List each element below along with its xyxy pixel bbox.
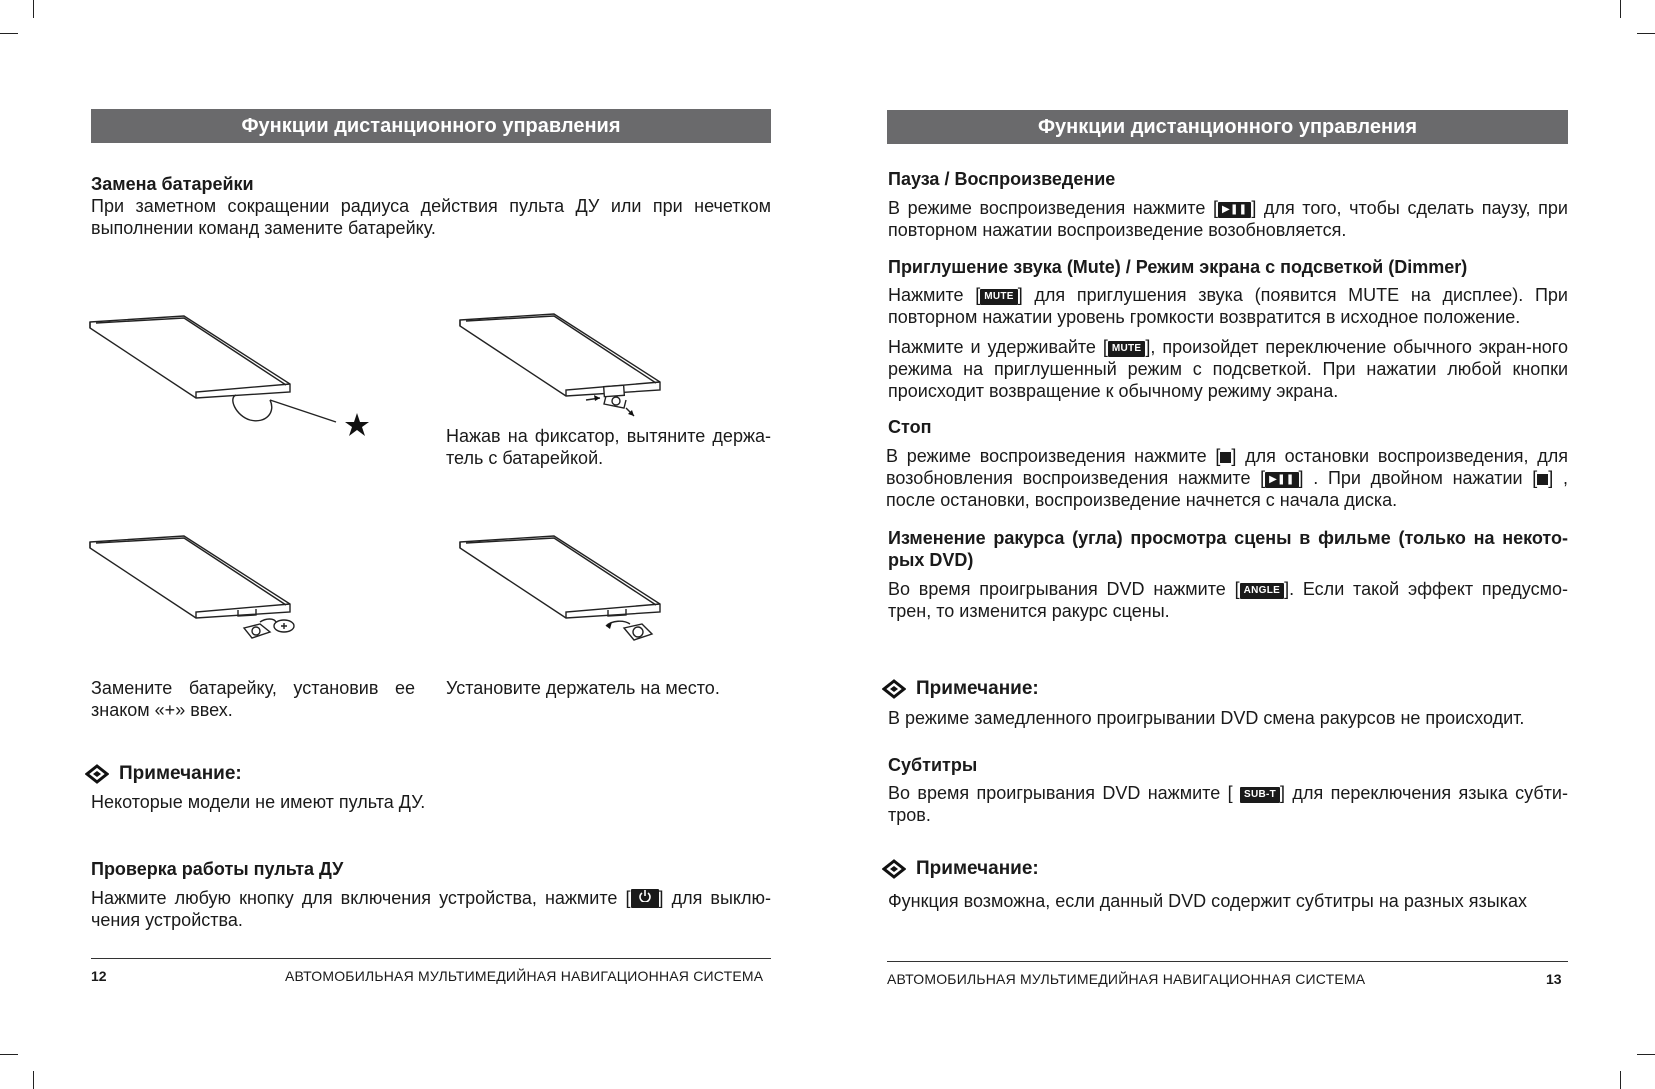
stop-key-icon — [1537, 474, 1548, 485]
note-heading — [882, 678, 1039, 700]
page-number: 12 — [91, 968, 107, 984]
pause-text — [888, 197, 1568, 241]
power-key-icon — [631, 889, 659, 908]
stop-text — [886, 445, 1568, 511]
note-label: Примечание: — [119, 763, 242, 784]
subtitles-text — [888, 782, 1568, 826]
page-header-banner: Функции дистанционного управления — [91, 109, 771, 143]
page-number: 13 — [1546, 971, 1562, 987]
mute-text-2 — [888, 336, 1568, 402]
mute-text-2b: ], произойдет переключение обычного экран-ного режима на приглушенный режим с подсветкой. При нажатии любой кнопки происходит возвращение к обычному режиму экрана. — [888, 337, 1568, 401]
note-heading — [85, 763, 242, 785]
note-heading — [882, 858, 1039, 880]
remote-pull-holder-illustration — [458, 308, 668, 418]
stop-text-d: ] , после остановки, воспроизведение начнется с начала диска. — [886, 468, 1568, 510]
subtitles-title: Субтитры — [888, 755, 978, 775]
mute-text-1 — [888, 284, 1568, 328]
footer-rule — [887, 961, 1568, 962]
subtitle-key-icon: SUB-T — [1240, 787, 1280, 803]
angle-text-b: ]. Если такой эффект предусмо-трен, то изменится ракурс сцены. — [888, 579, 1568, 621]
right-page — [828, 0, 1655, 1089]
mute-text-1a: Нажмите [ — [888, 285, 981, 305]
angle-text-a: Во время проигрывания DVD нажмите [ — [888, 579, 1240, 599]
angle-key-icon: ANGLE — [1240, 583, 1285, 599]
note-label: Примечание: — [916, 678, 1039, 699]
remote-press-illustration — [88, 308, 378, 438]
pull-holder-text: Нажав на фиксатор, вытяните держа-тель с батарейкой. — [446, 426, 771, 468]
mute-key-icon: MUTE — [1108, 341, 1146, 357]
pause-text-b: ] для того, чтобы сделать паузу, при повторном нажатии воспроизведение возобновляется. — [888, 198, 1568, 240]
stop-text-a: В режиме воспроизведения нажмите [ — [886, 446, 1221, 466]
battery-section-title: Замена батарейки — [91, 174, 254, 194]
note-diamond-icon — [882, 679, 906, 699]
stop-text-b: ] для остановки воспроизведения, для возобновления воспроизведения нажмите [ — [886, 446, 1569, 488]
play-pause-key-icon: ▶❚❚ — [1265, 472, 1298, 488]
note-text: В режиме замедленного проигрывании DVD смена ракурсов не происходит. — [888, 708, 1525, 728]
angle-title: Изменение ракурса (угла) просмотра сцены в фильме (только на некото-рых DVD) — [888, 528, 1568, 570]
pause-title: Пауза / Воспроизведение — [888, 169, 1116, 189]
remote-check-title: Проверка работы пульта ДУ — [91, 859, 344, 879]
note-text: Некоторые модели не имеют пульта ДУ. — [91, 792, 426, 812]
remote-check-text-a: Нажмите любую кнопку для включения устройства, нажмите [ — [91, 888, 631, 908]
angle-text — [888, 578, 1568, 622]
subtitles-text-b: ] для переключения языка субти-тров. — [888, 783, 1568, 825]
mute-title: Приглушение звука (Mute) / Режим экрана с подсветкой (Dimmer) — [888, 257, 1468, 277]
install-holder-text: Установите держатель на место. — [446, 678, 720, 698]
remote-check-text-b: ] для выклю-чения устройства. — [91, 888, 771, 930]
page-header-banner: Функции дистанционного управления — [887, 110, 1568, 144]
remote-replace-battery-illustration — [88, 530, 378, 650]
remote-check-text — [91, 887, 771, 931]
footer-text: АВТОМОБИЛЬНАЯ МУЛЬТИМЕДИЙНАЯ НАВИГАЦИОННАЯ СИСТЕМА — [285, 968, 764, 984]
footer-rule — [91, 958, 771, 959]
subtitles-text-a: Во время проигрывания DVD нажмите [ — [888, 783, 1240, 803]
pause-text-a: В режиме воспроизведения нажмите [ — [888, 198, 1218, 218]
note-label: Примечание: — [916, 858, 1039, 879]
mute-text-2a: Нажмите и удерживайте [ — [888, 337, 1108, 357]
stop-text-c: ] . При двойном нажатии [ — [1298, 468, 1538, 488]
note-diamond-icon — [882, 859, 906, 879]
replace-battery-text: Замените батарейку, установив ее знаком «+» ввех. — [91, 678, 415, 720]
remote-install-holder-illustration — [458, 530, 668, 650]
note-text: Функция возможна, если данный DVD содержит субтитры на разных языках — [888, 891, 1527, 911]
mute-key-icon: MUTE — [980, 289, 1018, 305]
stop-key-icon — [1220, 452, 1231, 463]
stop-title: Стоп — [888, 417, 932, 437]
mute-text-1b: ] для приглушения звука (появится MUTE на дисплее). При повторном нажатии уровень громкости возвратится в исходное положение. — [888, 285, 1568, 327]
battery-section-text: При заметном сокращении радиуса действия пульта ДУ или при нечетком выполнении команд замените батарейку. — [91, 196, 771, 238]
play-pause-key-icon: ▶❚❚ — [1218, 202, 1251, 218]
note-diamond-icon — [85, 764, 109, 784]
footer-text: АВТОМОБИЛЬНАЯ МУЛЬТИМЕДИЙНАЯ НАВИГАЦИОННАЯ СИСТЕМА — [887, 971, 1366, 987]
